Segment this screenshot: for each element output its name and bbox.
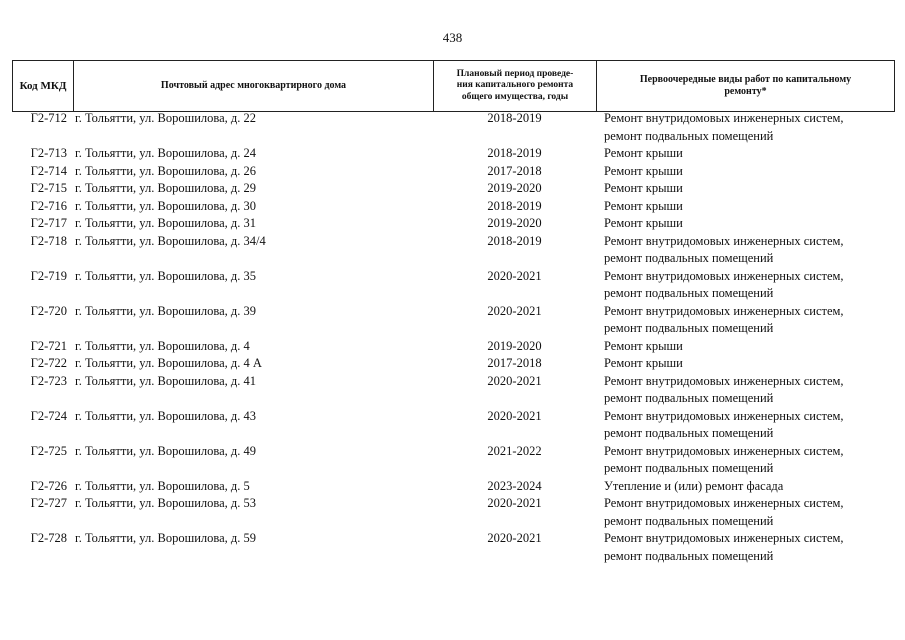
- row-period: 2020-2021: [487, 303, 542, 318]
- row-code: Г2-713: [30, 146, 67, 160]
- header-works: [597, 61, 894, 111]
- row-works: [596, 145, 893, 163]
- table-row: [12, 233, 895, 268]
- row-works-line: Ремонт внутридомовых инженерных систем,: [604, 303, 844, 318]
- table-body: [12, 110, 895, 565]
- row-code: Г2-720: [30, 303, 67, 318]
- row-period: 2020-2021: [487, 496, 542, 510]
- header-period-line: общего имущества, годы: [461, 91, 569, 102]
- row-works-line: Ремонт внутридомовых инженерных систем,: [604, 111, 844, 125]
- row-code: Г2-722: [30, 356, 67, 370]
- table-row: [12, 145, 895, 163]
- table-row: [12, 478, 895, 496]
- row-address: г. Тольятти, ул. Ворошилова, д. 24: [75, 146, 257, 160]
- row-period: 2018-2019: [487, 111, 542, 125]
- row-works-line: ремонт подвальных помещений: [604, 461, 774, 475]
- row-works-line: ремонт подвальных помещений: [604, 251, 774, 265]
- row-address: г. Тольятти, ул. Ворошилова, д. 35: [75, 268, 257, 283]
- row-code: Г2-718: [30, 233, 67, 248]
- row-works-line: Ремонт крыши: [604, 216, 683, 230]
- row-code: Г2-719: [30, 268, 67, 283]
- row-works: [596, 338, 893, 356]
- header-period: [434, 61, 597, 111]
- row-period: 2021-2022: [487, 443, 542, 458]
- table-row: [12, 443, 895, 478]
- row-works-line: ремонт подвальных помещений: [604, 286, 774, 300]
- header-works-line: ремонту*: [724, 86, 767, 97]
- row-works-line: Ремонт крыши: [604, 181, 683, 195]
- header-code: Код МКД: [13, 61, 74, 111]
- table-row: [12, 198, 895, 216]
- row-works: [596, 110, 893, 145]
- table-header: [12, 60, 895, 112]
- table-row: [12, 268, 895, 303]
- row-code: Г2-726: [30, 478, 67, 493]
- row-works-line: Ремонт крыши: [604, 356, 683, 370]
- row-works-line: Ремонт внутридомовых инженерных систем,: [604, 233, 844, 248]
- row-works-line: Ремонт внутридомовых инженерных систем,: [604, 496, 844, 510]
- row-period: 2020-2021: [487, 408, 542, 423]
- row-code: Г2-716: [30, 198, 67, 213]
- row-period: 2018-2019: [487, 146, 542, 160]
- row-address: г. Тольятти, ул. Ворошилова, д. 5: [75, 478, 250, 493]
- row-code: Г2-714: [30, 163, 67, 178]
- row-works: [596, 443, 893, 478]
- row-address: г. Тольятти, ул. Ворошилова, д. 29: [75, 181, 257, 195]
- row-works-line: Ремонт внутридомовых инженерных систем,: [604, 408, 844, 423]
- row-period: 2023-2024: [487, 478, 542, 493]
- row-address: г. Тольятти, ул. Ворошилова, д. 34/4: [75, 233, 266, 248]
- row-address: г. Тольятти, ул. Ворошилова, д. 31: [75, 216, 257, 230]
- row-works: [596, 530, 893, 565]
- row-code: Г2-723: [30, 373, 67, 388]
- row-period: 2017-2018: [487, 163, 542, 178]
- table-row: [12, 338, 895, 356]
- row-works-line: ремонт подвальных помещений: [604, 548, 774, 563]
- row-works: [596, 215, 893, 233]
- row-works-line: ремонт подвальных помещений: [604, 513, 774, 528]
- header-works-line: Первоочередные виды работ по капитальному: [639, 74, 852, 85]
- row-period: 2019-2020: [487, 338, 542, 353]
- row-address: г. Тольятти, ул. Ворошилова, д. 39: [75, 303, 257, 318]
- table-row: [12, 180, 895, 198]
- table-row: [12, 530, 895, 565]
- row-works-line: Ремонт внутридомовых инженерных систем,: [604, 268, 844, 283]
- row-period: 2020-2021: [487, 531, 542, 545]
- row-works-line: Ремонт крыши: [604, 163, 683, 178]
- row-works: [596, 355, 893, 373]
- header-period-line: Плановый период проведе-: [456, 68, 574, 79]
- row-works: [596, 373, 893, 408]
- row-works-line: ремонт подвальных помещений: [604, 128, 774, 143]
- row-works: [596, 303, 893, 338]
- row-works-line: Ремонт внутридомовых инженерных систем,: [604, 531, 844, 545]
- row-address: г. Тольятти, ул. Ворошилова, д. 30: [75, 198, 257, 213]
- row-works: [596, 233, 893, 268]
- table-row: [12, 373, 895, 408]
- row-works-line: ремонт подвальных помещений: [604, 321, 774, 335]
- header-address: Почтовый адрес многоквартирного дома: [74, 61, 434, 111]
- row-code: Г2-712: [30, 111, 67, 125]
- header-period-line: ния капитального ремонта: [456, 80, 574, 91]
- row-period: 2019-2020: [487, 216, 542, 230]
- row-works-line: Ремонт внутридомовых инженерных систем,: [604, 373, 844, 388]
- row-code: Г2-717: [30, 216, 67, 230]
- table-row: [12, 495, 895, 530]
- row-works-line: Ремонт крыши: [604, 338, 683, 353]
- row-works: [596, 198, 893, 216]
- row-address: г. Тольятти, ул. Ворошилова, д. 4 А: [75, 356, 262, 370]
- table-row: [12, 215, 895, 233]
- page-number: 438: [442, 30, 463, 45]
- row-address: г. Тольятти, ул. Ворошилова, д. 41: [75, 373, 257, 388]
- table-row: [12, 303, 895, 338]
- row-period: 2020-2021: [487, 373, 542, 388]
- row-works-line: Утепление и (или) ремонт фасада: [604, 478, 784, 493]
- table-row: [12, 163, 895, 181]
- row-works-line: Ремонт крыши: [604, 198, 683, 213]
- row-works: [596, 163, 893, 181]
- row-address: г. Тольятти, ул. Ворошилова, д. 22: [75, 111, 257, 125]
- table-row: [12, 355, 895, 373]
- row-period: 2017-2018: [487, 356, 542, 370]
- row-code: Г2-715: [30, 181, 67, 195]
- row-address: г. Тольятти, ул. Ворошилова, д. 49: [75, 443, 257, 458]
- row-works: [596, 180, 893, 198]
- table-row: [12, 408, 895, 443]
- row-code: Г2-721: [30, 338, 67, 353]
- row-period: 2019-2020: [487, 181, 542, 195]
- table-row: [12, 110, 895, 145]
- row-address: г. Тольятти, ул. Ворошилова, д. 59: [75, 531, 257, 545]
- row-address: г. Тольятти, ул. Ворошилова, д. 4: [75, 338, 250, 353]
- row-works-line: Ремонт крыши: [604, 146, 683, 160]
- row-address: г. Тольятти, ул. Ворошилова, д. 43: [75, 408, 257, 423]
- row-address: г. Тольятти, ул. Ворошилова, д. 53: [75, 496, 257, 510]
- row-address: г. Тольятти, ул. Ворошилова, д. 26: [75, 163, 257, 178]
- row-period: 2020-2021: [487, 268, 542, 283]
- row-works-line: ремонт подвальных помещений: [604, 426, 774, 440]
- row-code: Г2-728: [30, 531, 67, 545]
- row-works: [596, 495, 893, 530]
- row-code: Г2-725: [30, 443, 67, 458]
- row-code: Г2-727: [30, 496, 67, 510]
- row-works: [596, 408, 893, 443]
- row-works-line: ремонт подвальных помещений: [604, 391, 774, 405]
- row-period: 2018-2019: [487, 233, 542, 248]
- row-code: Г2-724: [30, 408, 67, 423]
- row-works-line: Ремонт внутридомовых инженерных систем,: [604, 443, 844, 458]
- row-period: 2018-2019: [487, 198, 542, 213]
- row-works: [596, 268, 893, 303]
- row-works: [596, 478, 893, 496]
